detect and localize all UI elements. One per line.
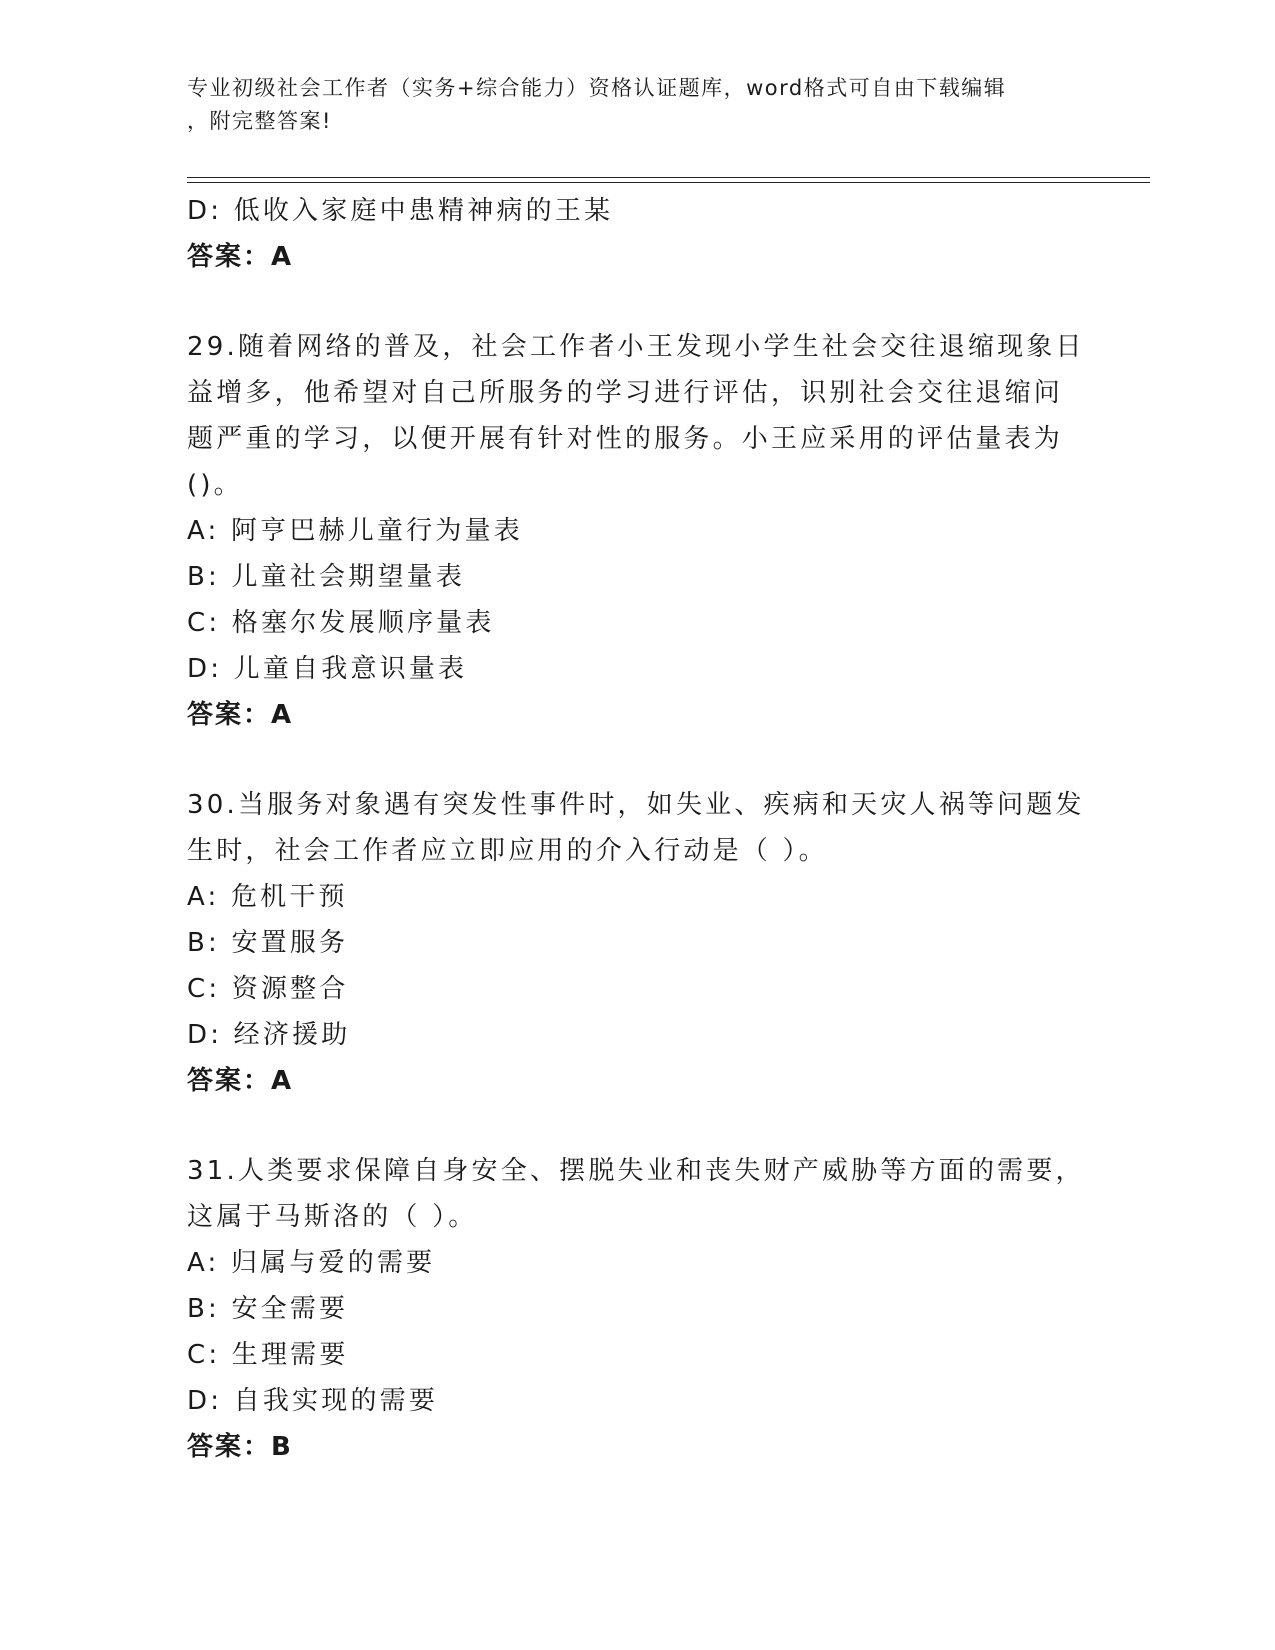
- option-d: D: 儿童自我意识量表: [187, 654, 468, 684]
- header-title-line-2: ，附完整答案!: [187, 109, 332, 133]
- answer-label: 答案：A: [187, 242, 294, 272]
- question-text-line: 30.当服务对象遇有突发性事件时，如失业、疾病和天灾人祸等问题发: [187, 790, 1085, 820]
- question-text-line: 题严重的学习，以便开展有针对性的服务。小王应采用的评估量表为: [187, 424, 1064, 454]
- header-title-line-1: 专业初级社会工作者（实务+综合能力）资格认证题库，word格式可自由下载编辑: [187, 76, 1007, 100]
- question-text-line: ()。: [187, 470, 243, 500]
- question-text-line: 这属于马斯洛的（ ）。: [187, 1202, 478, 1232]
- option-d: D: 低收入家庭中患精神病的王某: [187, 196, 614, 226]
- question-text: [187, 1148, 1087, 1240]
- question-text-line: 益增多，他希望对自己所服务的学习进行评估，识别社会交往退缩问: [187, 378, 1064, 408]
- question-29: [187, 324, 1087, 738]
- option-d: D: 自我实现的需要: [187, 1386, 439, 1416]
- option-a: A: 阿亨巴赫儿童行为量表: [187, 516, 523, 546]
- header-divider-top: [187, 177, 1150, 178]
- option-b: B: 儿童社会期望量表: [187, 562, 466, 592]
- question-text-line: 31.人类要求保障自身安全、摆脱失业和丧失财产威胁等方面的需要，: [187, 1156, 1085, 1186]
- option-b: B: 安置服务: [187, 928, 349, 958]
- option-c: C: 生理需要: [187, 1340, 349, 1370]
- option-d: D: 经济援助: [187, 1020, 351, 1050]
- question-31: [187, 1148, 1087, 1470]
- answer-label: 答案：A: [187, 1066, 294, 1096]
- option-c: C: 格塞尔发展顺序量表: [187, 608, 495, 638]
- option-c: C: 资源整合: [187, 974, 349, 1004]
- question-30: [187, 782, 1087, 1104]
- option-a: A: 归属与爱的需要: [187, 1248, 436, 1278]
- question-text-line: 29.随着网络的普及，社会工作者小王发现小学生社会交往退缩现象日: [187, 332, 1085, 362]
- question-text: [187, 782, 1087, 874]
- question-text-line: 生时，社会工作者应立即应用的介入行动是（ ）。: [187, 836, 828, 866]
- answer-label: 答案：A: [187, 700, 294, 730]
- option-a: A: 危机干预: [187, 882, 348, 912]
- question-list: [187, 188, 1087, 1470]
- answer-label: 答案：B: [187, 1432, 293, 1462]
- document-header: [187, 72, 1087, 138]
- header-divider-bottom: [187, 182, 1150, 183]
- question-text: [187, 324, 1087, 508]
- option-b: B: 安全需要: [187, 1294, 349, 1324]
- question-28-tail: [187, 188, 1087, 280]
